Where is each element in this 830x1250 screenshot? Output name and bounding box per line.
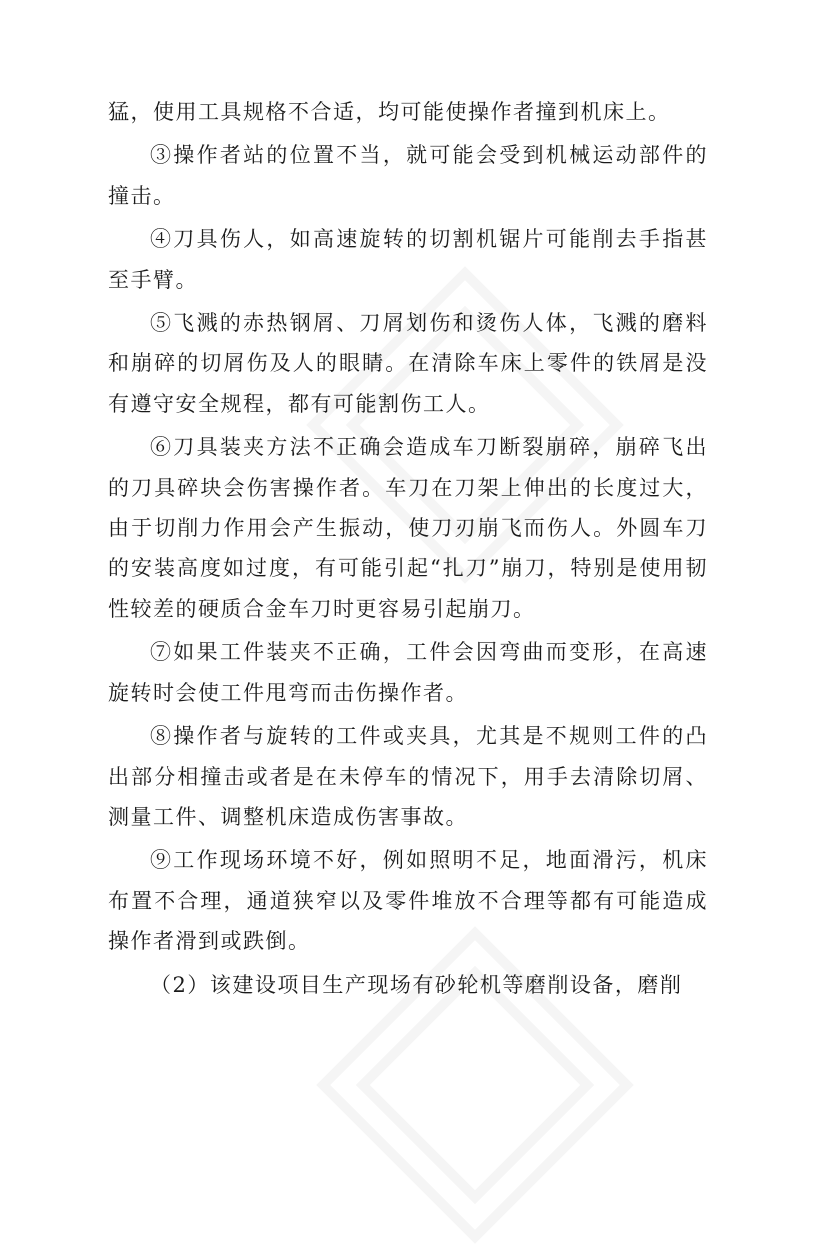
paragraph-item-7: ⑦如果工件装夹不正确，工件会因弯曲而变形，在高速旋转时会使工件甩弯而击伤操作者。 [108,640,708,705]
paragraph-item-4: ④刀具伤人，如高速旋转的切割机锯片可能削去手指甚至手臂。 [108,227,708,292]
paragraph-item-3: ③操作者站的位置不当，就可能会受到机械运动部件的撞击。 [108,143,708,208]
paragraph-section-2: （2）该建设项目生产现场有砂轮机等磨削设备，磨削 [150,972,683,997]
paragraph-item-8: ⑧操作者与旋转的工件或夹具，尤其是不规则工件的凸出部分相撞击或者是在未停车的情况下，用手去清除切屑、测量工件、调整机床造成伤害事故。 [108,724,708,829]
paragraph-item-6: ⑥刀具装夹方法不正确会造成车刀断裂崩碎，崩碎飞出的刀具碎块会伤害操作者。车刀在刀架上伸出的长度过大，由于切削力作用会产生振动，使刀刃崩飞而伤人。外圆车刀的安装高度如过度，有可能引起“扎刀”崩刀，特别是使用韧性较差的硬质合金车刀时更容易引起崩刀。 [108,435,708,621]
document-body [108,92,708,1008]
paragraph-item-9: ⑨工作现场环境不好，例如照明不足，地面滑污，机床布置不合理，通道狭窄以及零件堆放不合理等都有可能造成操作者滑到或跌倒。 [108,848,708,954]
paragraph-item-5: ⑤飞溅的赤热钢屑、刀屑划伤和烫伤人体，飞溅的磨料和崩碎的切屑伤及人的眼睛。在清除车床上零件的铁屑是没有遵守安全规程，都有可能割伤工人。 [108,311,708,416]
paragraph-continuation: 猛，使用工具规格不合适，均可能使操作者撞到机床上。 [108,100,671,124]
